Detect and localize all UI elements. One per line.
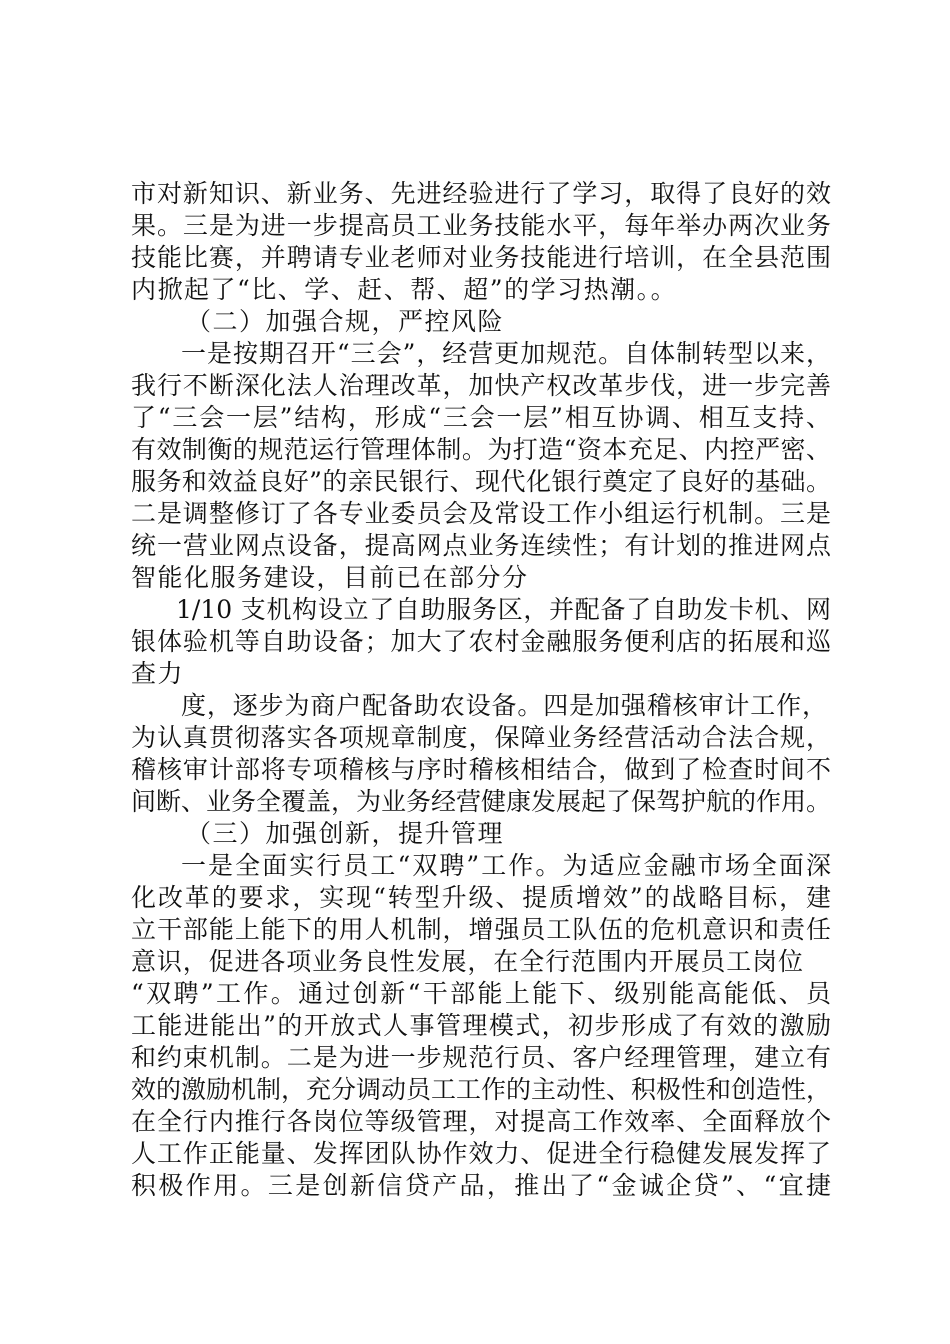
body-text-line: 效的激励机制，充分调动员工工作的主动性、积极性和创造性， (131, 1075, 832, 1104)
body-text-line: 在全行内推行各岗位等级管理，对提高工作效率、全面释放个 (131, 1107, 831, 1136)
body-text-line: 为认真贯彻落实各项规章制度，保障业务经营活动合法合规， (131, 723, 831, 752)
body-text-line: 工能进能出”的开放式人事管理模式，初步形成了有效的激励 (131, 1011, 831, 1040)
body-text-line: 一是按期召开“三会”，经营更加规范。自体制转型以来， (181, 339, 831, 368)
section-heading: （二）加强合规，严控风险 (186, 307, 505, 336)
body-text-line: 我行不断深化法人治理改革，加快产权改革步伐，进一步完善 (131, 371, 831, 400)
section-heading: （三）加强创新，提升管理 (186, 819, 505, 848)
body-text-line: 统一营业网点设备，提高网点业务连续性；有计划的推进网点 (131, 531, 831, 560)
body-text-line: 1/10 支机构设立了自助服务区，并配备了自助发卡机、网 (176, 595, 831, 624)
body-text-line: 查力 (131, 659, 185, 688)
body-text-line: 积极作用。三是创新信贷产品，推出了“金诚企贷”、“宜捷 (131, 1171, 831, 1200)
body-text-line: 人工作正能量、发挥团队协作效力、促进全行稳健发展发挥了 (131, 1139, 831, 1168)
body-text-line: 银体验机等自助设备；加大了农村金融服务便利店的拓展和巡 (131, 627, 831, 656)
body-text-line: 稽核审计部将专项稽核与序时稽核相结合，做到了检查时间不 (131, 755, 831, 784)
body-text-line: 化改革的要求，实现“转型升级、提质增效”的战略目标，建 (131, 883, 831, 912)
body-text-line: 立干部能上能下的用人机制，增强员工队伍的危机意识和责任 (131, 915, 831, 944)
body-text-line: 有效制衡的规范运行管理体制。为打造“资本充足、内控严密、 (131, 435, 831, 464)
body-text-line: 意识，促进各项业务良性发展，在全行范围内开展员工岗位 (131, 947, 803, 976)
body-text-line: 果。三是为进一步提高员工业务技能水平，每年举办两次业务 (131, 211, 831, 240)
body-text-line: “双聘”工作。通过创新“干部能上能下、级别能高能低、员 (131, 979, 831, 1008)
body-text-line: 二是调整修订了各专业委员会及常设工作小组运行机制。三是 (131, 499, 831, 528)
body-text-line: 和约束机制。二是为进一步规范行员、客户经理管理，建立有 (131, 1043, 831, 1072)
body-text-line: 一是全面实行员工“双聘”工作。为适应金融市场全面深 (181, 851, 831, 880)
body-text-line: 了“三会一层”结构，形成“三会一层”相互协调、相互支持、 (131, 403, 831, 432)
body-text-line: 市对新知识、新业务、先进经验进行了学习，取得了良好的效 (131, 179, 831, 208)
body-text-line: 服务和效益良好”的亲民银行、现代化银行奠定了良好的基础。 (131, 467, 831, 496)
body-text-line: 智能化服务建设，目前已在部分分 (131, 563, 529, 592)
body-text-line: 内掀起了“比、学、赶、帮、超”的学习热潮。。 (131, 275, 678, 304)
body-text-line: 度，逐步为商户配备助农设备。四是加强稽核审计工作， (181, 691, 827, 720)
body-text-line: 间断、业务全覆盖，为业务经营健康发展起了保驾护航的作用。 (131, 787, 832, 816)
body-text-line: 技能比赛，并聘请专业老师对业务技能进行培训，在全县范围 (131, 243, 831, 272)
